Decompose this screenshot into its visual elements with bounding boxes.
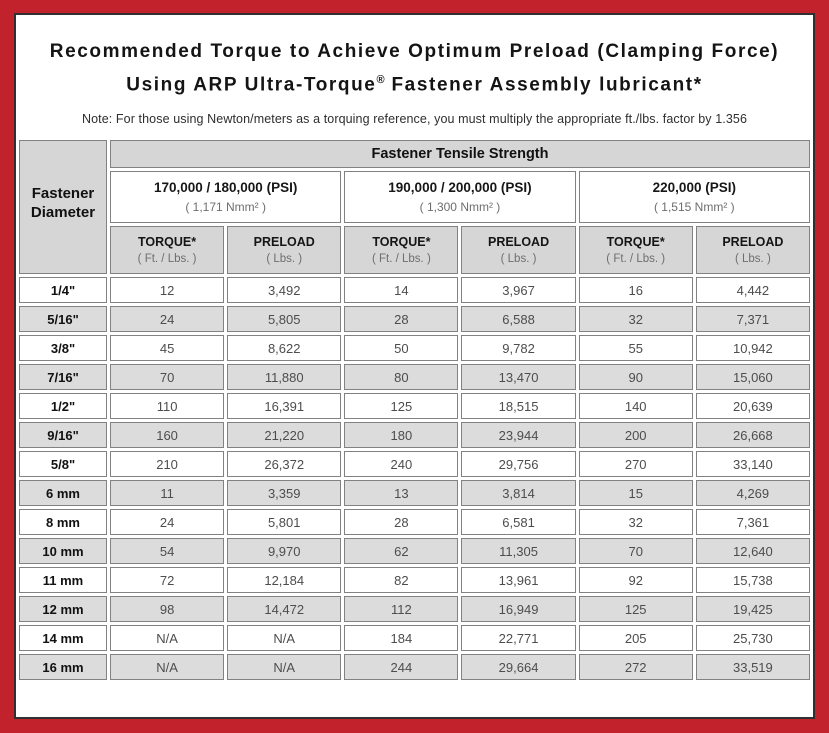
- torque-value-cell: 112: [344, 596, 458, 622]
- torque-label: TORQUE*: [606, 235, 665, 249]
- diameter-cell: 11 mm: [19, 567, 107, 593]
- diameter-cell: 8 mm: [19, 509, 107, 535]
- psi-group-2-header: [344, 171, 575, 223]
- torque-value-cell: 180: [344, 422, 458, 448]
- preload-value-cell: 9,782: [461, 335, 575, 361]
- diameter-cell: 6 mm: [19, 480, 107, 506]
- preload-value-cell: 22,771: [461, 625, 575, 651]
- preload-value-cell: 7,361: [696, 509, 810, 535]
- torque-value-cell: 11: [110, 480, 224, 506]
- preload-value-cell: 13,961: [461, 567, 575, 593]
- torque-value-cell: 28: [344, 509, 458, 535]
- preload-value-cell: 23,944: [461, 422, 575, 448]
- torque-value-cell: 244: [344, 654, 458, 680]
- preload-value-cell: 4,442: [696, 277, 810, 303]
- preload-value-cell: N/A: [227, 625, 341, 651]
- torque-value-cell: N/A: [110, 654, 224, 680]
- newton-meters-note: Note: For those using Newton/meters as a torquing reference, you must multiply the appropriate ft./lbs. factor by 1.356: [81, 112, 747, 127]
- torque-value-cell: 210: [110, 451, 224, 477]
- torque-value-cell: 24: [110, 509, 224, 535]
- table-row: [19, 567, 810, 593]
- preload-value-cell: 25,730: [696, 625, 810, 651]
- corner-header-fastener-diameter: [19, 140, 107, 274]
- header-row-tensile: [19, 140, 810, 168]
- torque-value-cell: 125: [579, 596, 693, 622]
- preload-value-cell: 8,622: [227, 335, 341, 361]
- preload-unit: ( Lbs. ): [500, 253, 537, 265]
- torque-value-cell: N/A: [110, 625, 224, 651]
- diameter-cell: 16 mm: [19, 654, 107, 680]
- diameter-cell: 10 mm: [19, 538, 107, 564]
- title-section: [16, 15, 813, 137]
- preload-value-cell: 5,801: [227, 509, 341, 535]
- preload-unit: ( Lbs. ): [734, 253, 771, 265]
- torque-value-cell: 72: [110, 567, 224, 593]
- preload-value-cell: 26,668: [696, 422, 810, 448]
- torque-value-cell: 62: [344, 538, 458, 564]
- torque-value-cell: 184: [344, 625, 458, 651]
- torque-value-cell: 272: [579, 654, 693, 680]
- torque-value-cell: 54: [110, 538, 224, 564]
- torque-value-cell: 24: [110, 306, 224, 332]
- document-content: [14, 13, 815, 719]
- torque-value-cell: 32: [579, 509, 693, 535]
- preload-value-cell: 16,949: [461, 596, 575, 622]
- preload-value-cell: 5,805: [227, 306, 341, 332]
- preload-value-cell: 18,515: [461, 393, 575, 419]
- preload-value-cell: 9,970: [227, 538, 341, 564]
- torque-value-cell: 15: [579, 480, 693, 506]
- torque-value-cell: 160: [110, 422, 224, 448]
- preload-value-cell: 26,372: [227, 451, 341, 477]
- torque-value-cell: 92: [579, 567, 693, 593]
- torque-value-cell: 45: [110, 335, 224, 361]
- preload-label: PRELOAD: [253, 235, 315, 249]
- torque-column-header-2: [344, 226, 458, 274]
- page-title-line2: [16, 66, 813, 99]
- torque-label: TORQUE*: [138, 235, 197, 249]
- preload-value-cell: 6,588: [461, 306, 575, 332]
- torque-value-cell: 90: [579, 364, 693, 390]
- table-row: [19, 277, 810, 303]
- header-row-torque-preload: [19, 226, 810, 274]
- torque-value-cell: 200: [579, 422, 693, 448]
- page-title-line1: Recommended Torque to Achieve Optimum Preload (Clamping Force): [49, 41, 780, 62]
- preload-value-cell: 19,425: [696, 596, 810, 622]
- psi-group-1-header: [110, 171, 341, 223]
- psi-group-1-label: 170,000 / 180,000 (PSI): [153, 180, 298, 195]
- preload-value-cell: 20,639: [696, 393, 810, 419]
- torque-value-cell: 140: [579, 393, 693, 419]
- psi-group-3-nmm: ( 1,515 Nmm² ): [653, 200, 735, 214]
- preload-value-cell: 29,664: [461, 654, 575, 680]
- torque-value-cell: 70: [110, 364, 224, 390]
- preload-value-cell: N/A: [227, 654, 341, 680]
- preload-value-cell: 4,269: [696, 480, 810, 506]
- preload-value-cell: 3,814: [461, 480, 575, 506]
- table-row: [19, 306, 810, 332]
- preload-value-cell: 33,519: [696, 654, 810, 680]
- diameter-cell: 5/16": [19, 306, 107, 332]
- corner-header-line1: Fastener: [31, 185, 95, 202]
- corner-header-line2: Diameter: [30, 204, 96, 221]
- diameter-cell: 5/8": [19, 451, 107, 477]
- torque-value-cell: 16: [579, 277, 693, 303]
- diameter-cell: 9/16": [19, 422, 107, 448]
- preload-value-cell: 12,640: [696, 538, 810, 564]
- torque-value-cell: 28: [344, 306, 458, 332]
- preload-value-cell: 14,472: [227, 596, 341, 622]
- preload-value-cell: 10,942: [696, 335, 810, 361]
- diameter-cell: 12 mm: [19, 596, 107, 622]
- torque-value-cell: 12: [110, 277, 224, 303]
- torque-label: TORQUE*: [372, 235, 431, 249]
- torque-value-cell: 240: [344, 451, 458, 477]
- torque-table-wrap: [16, 137, 813, 717]
- torque-unit: ( Ft. / Lbs. ): [606, 253, 666, 265]
- preload-value-cell: 11,305: [461, 538, 575, 564]
- table-row: [19, 509, 810, 535]
- torque-value-cell: 50: [344, 335, 458, 361]
- table-row: [19, 625, 810, 651]
- preload-value-cell: 29,756: [461, 451, 575, 477]
- diameter-cell: 3/8": [19, 335, 107, 361]
- psi-group-2-nmm: ( 1,300 Nmm² ): [419, 200, 501, 214]
- table-body: [19, 277, 810, 680]
- preload-value-cell: 33,140: [696, 451, 810, 477]
- psi-group-1-nmm: ( 1,171 Nmm² ): [185, 200, 266, 214]
- table-row: [19, 654, 810, 680]
- torque-value-cell: 70: [579, 538, 693, 564]
- diameter-cell: 1/4": [19, 277, 107, 303]
- preload-value-cell: 21,220: [227, 422, 341, 448]
- torque-value-cell: 55: [579, 335, 693, 361]
- table-row: [19, 538, 810, 564]
- psi-group-3-header: [579, 171, 810, 223]
- torque-unit: ( Ft. / Lbs. ): [371, 253, 431, 265]
- preload-value-cell: 11,880: [227, 364, 341, 390]
- table-row: [19, 393, 810, 419]
- preload-column-header-1: [227, 226, 341, 274]
- torque-value-cell: 205: [579, 625, 693, 651]
- torque-table: [16, 137, 813, 683]
- preload-value-cell: 7,371: [696, 306, 810, 332]
- registered-trademark-symbol: ®: [376, 74, 385, 86]
- title-line2-post: Fastener Assembly lubricant*: [384, 74, 703, 96]
- torque-unit: ( Ft. / Lbs. ): [137, 253, 197, 265]
- diameter-cell: 7/16": [19, 364, 107, 390]
- preload-value-cell: 3,967: [461, 277, 575, 303]
- preload-unit: ( Lbs. ): [266, 253, 303, 265]
- table-row: [19, 480, 810, 506]
- preload-label: PRELOAD: [722, 235, 784, 249]
- psi-group-2-label: 190,000 / 200,000 (PSI): [388, 180, 532, 195]
- preload-value-cell: 3,492: [227, 277, 341, 303]
- torque-value-cell: 80: [344, 364, 458, 390]
- torque-value-cell: 32: [579, 306, 693, 332]
- header-row-psi: [19, 171, 810, 223]
- diameter-cell: 1/2": [19, 393, 107, 419]
- preload-column-header-2: [461, 226, 575, 274]
- table-row: [19, 364, 810, 390]
- preload-value-cell: 6,581: [461, 509, 575, 535]
- preload-value-cell: 15,738: [696, 567, 810, 593]
- table-row: [19, 335, 810, 361]
- preload-value-cell: 3,359: [227, 480, 341, 506]
- diameter-cell: 14 mm: [19, 625, 107, 651]
- torque-column-header-1: [110, 226, 224, 274]
- torque-value-cell: 110: [110, 393, 224, 419]
- preload-value-cell: 13,470: [461, 364, 575, 390]
- torque-value-cell: 82: [344, 567, 458, 593]
- preload-label: PRELOAD: [487, 235, 550, 249]
- torque-value-cell: 270: [579, 451, 693, 477]
- tensile-strength-header: Fastener Tensile Strength: [110, 140, 810, 168]
- table-row: [19, 451, 810, 477]
- preload-value-cell: 16,391: [227, 393, 341, 419]
- psi-group-3-label: 220,000 (PSI): [652, 180, 736, 195]
- title-line2-pre: Using ARP Ultra-Torque: [126, 74, 377, 96]
- torque-value-cell: 98: [110, 596, 224, 622]
- torque-value-cell: 14: [344, 277, 458, 303]
- preload-value-cell: 12,184: [227, 567, 341, 593]
- preload-column-header-3: [696, 226, 810, 274]
- torque-value-cell: 13: [344, 480, 458, 506]
- table-row: [19, 596, 810, 622]
- preload-value-cell: 15,060: [696, 364, 810, 390]
- table-row: [19, 422, 810, 448]
- torque-column-header-3: [579, 226, 693, 274]
- torque-value-cell: 125: [344, 393, 458, 419]
